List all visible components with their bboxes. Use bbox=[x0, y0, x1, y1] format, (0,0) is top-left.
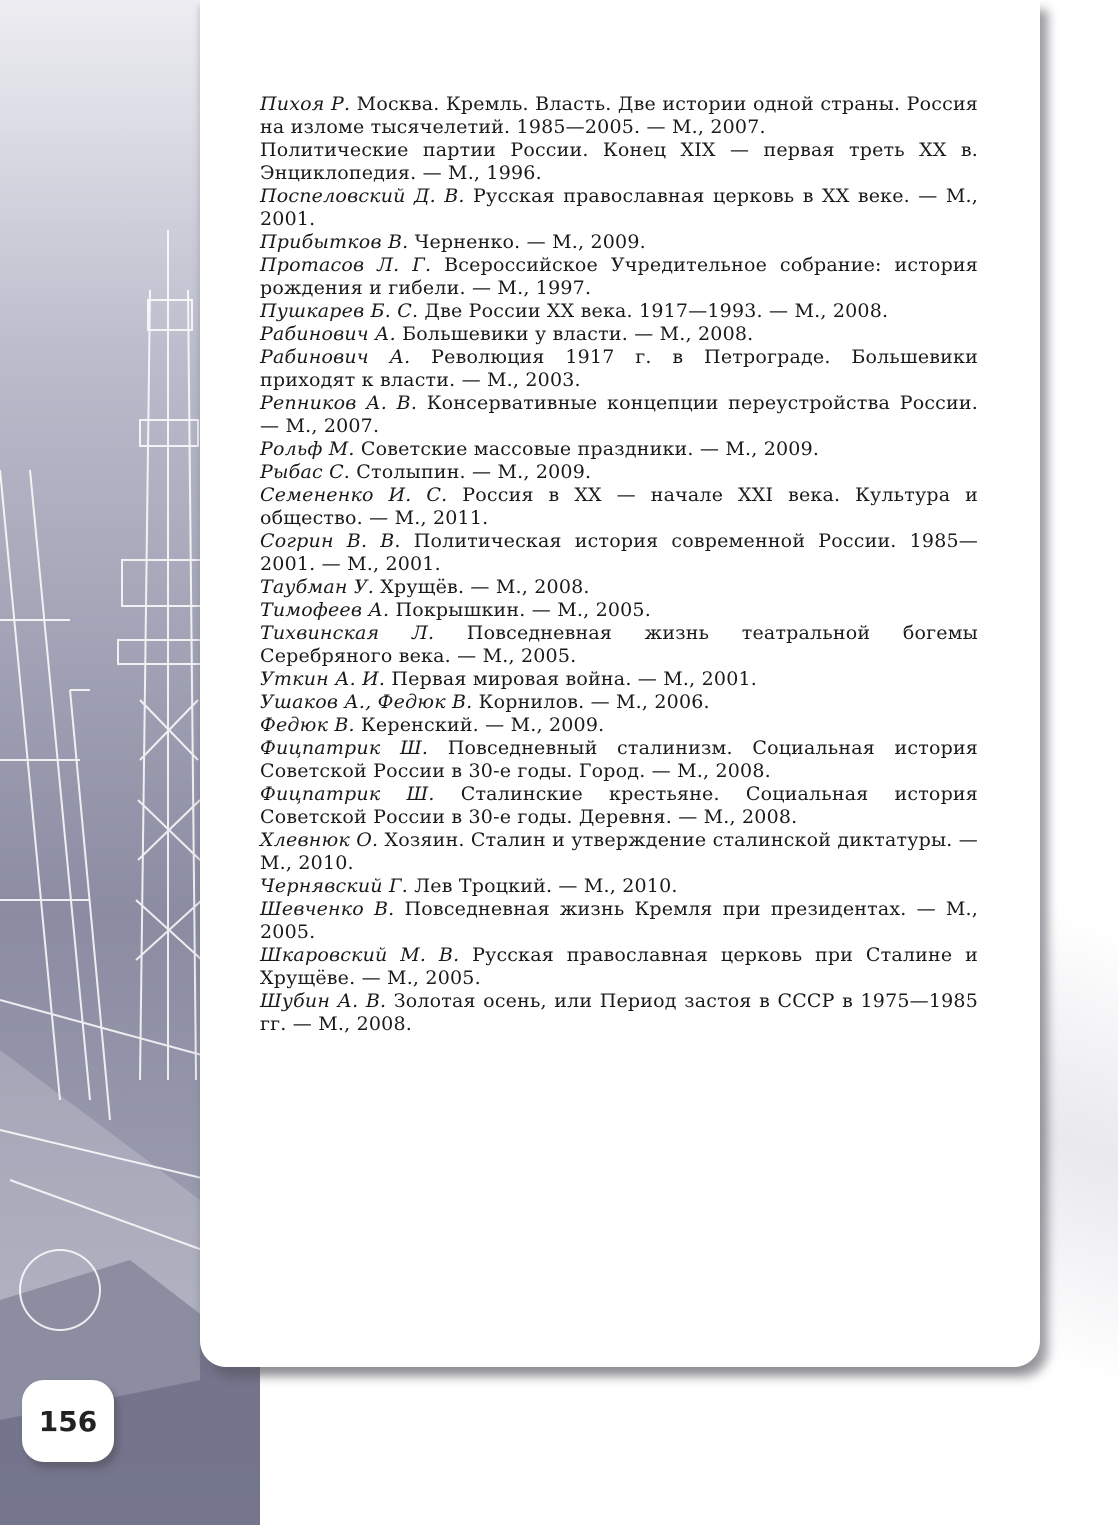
bibliography-entry bbox=[260, 691, 978, 714]
entry-text: Консервативные концепции переустройства России. — М., 2007. bbox=[260, 392, 978, 437]
bibliography-entry bbox=[260, 392, 978, 438]
bibliography-entry bbox=[260, 783, 978, 829]
entry-text: Корнилов. — М., 2006. bbox=[472, 691, 710, 713]
entry-author: Рабинович А. bbox=[260, 346, 411, 368]
entry-author: Уткин А. И. bbox=[260, 668, 386, 690]
bibliography-entry bbox=[260, 875, 978, 898]
entry-text: Всероссийское Учредительное собрание: история рождения и гибели. — М., 1997. bbox=[260, 254, 978, 299]
entry-text: Керенский. — М., 2009. bbox=[354, 714, 605, 736]
entry-text: Русская православная церковь в XX веке. — М., 2001. bbox=[260, 185, 978, 230]
page-number-badge bbox=[22, 1380, 114, 1462]
entry-text: Хрущёв. — М., 2008. bbox=[374, 576, 590, 598]
entry-text: Золотая осень, или Период застоя в СССР в 1975—1985 гг. — М., 2008. bbox=[260, 990, 978, 1035]
entry-author: Шубин А. В. bbox=[260, 990, 387, 1012]
entry-text: Повседневная жизнь Кремля при президентах. — М., 2005. bbox=[260, 898, 979, 943]
entry-author: Фицпатрик Ш. bbox=[260, 783, 435, 805]
entry-text: Первая мировая война. — М., 2001. bbox=[385, 668, 758, 690]
entry-text: Повседневный сталинизм. Социальная история Советской России в 30-е годы. Город. — М., 2008. bbox=[260, 737, 978, 782]
bibliography-entry bbox=[260, 346, 978, 392]
bibliography-entry bbox=[260, 185, 978, 231]
entry-text: Советские массовые праздники. — М., 2009. bbox=[354, 438, 820, 460]
entry-author: Рабинович А. bbox=[260, 323, 396, 345]
entry-author: Шкаровский М. В. bbox=[260, 944, 460, 966]
bibliography-entry bbox=[260, 461, 978, 484]
entry-text: Покрышкин. — М., 2005. bbox=[389, 599, 651, 621]
entry-author: Семененко И. С. bbox=[260, 484, 448, 506]
entry-author: Рыбас С. bbox=[260, 461, 351, 483]
entry-text: Большевики у власти. — М., 2008. bbox=[395, 323, 754, 345]
bibliography-entry bbox=[260, 254, 978, 300]
entry-author: Репников А. В. bbox=[260, 392, 418, 414]
entry-text: Столыпин. — М., 2009. bbox=[350, 461, 592, 483]
entry-text: Революция 1917 г. в Петрограде. Большевики приходят к власти. — М., 2003. bbox=[260, 346, 978, 391]
entry-text: Две России XX века. 1917—1993. — М., 2008. bbox=[418, 300, 889, 322]
entry-text: Москва. Кремль. Власть. Две истории одной страны. Россия на изломе тысячелетий. 1985—2005. — М., 2007. bbox=[260, 93, 978, 138]
entry-author: Шевченко В. bbox=[260, 898, 395, 920]
entry-author: Прибытков В. bbox=[260, 231, 409, 253]
entry-text: Повседневная жизнь театральной богемы Серебряного века. — М., 2005. bbox=[260, 622, 978, 667]
bibliography-entry bbox=[260, 599, 978, 622]
entry-author: Пихоя Р. bbox=[260, 93, 351, 115]
entry-author: Согрин В. В. bbox=[260, 530, 401, 552]
bibliography-entry bbox=[260, 530, 978, 576]
entry-author: Тихвинская Л. bbox=[260, 622, 435, 644]
bibliography-entry bbox=[260, 737, 978, 783]
bibliography-list bbox=[260, 93, 978, 1036]
entry-text: Хозяин. Сталин и утверждение сталинской диктатуры. — М., 2010. bbox=[260, 829, 978, 874]
entry-text: Русская православная церковь при Сталине и Хрущёве. — М., 2005. bbox=[260, 944, 978, 989]
entry-author: Поспеловский Д. В. bbox=[260, 185, 465, 207]
entry-text: Сталинские крестьяне. Социальная история Советской России в 30-е годы. Деревня. — М., 2008. bbox=[260, 783, 978, 828]
entry-text: Черненко. — М., 2009. bbox=[408, 231, 646, 253]
bibliography-entry bbox=[260, 714, 978, 737]
entry-author: Федюк В. bbox=[260, 714, 355, 736]
bibliography-entry bbox=[260, 438, 978, 461]
bibliography-entry bbox=[260, 622, 978, 668]
bibliography-entry bbox=[260, 484, 978, 530]
entry-author: Чернявский Г. bbox=[260, 875, 408, 897]
bibliography-entry bbox=[260, 231, 978, 254]
entry-author: Таубман У. bbox=[260, 576, 375, 598]
entry-author: Тимофеев А. bbox=[260, 599, 390, 621]
entry-text: Россия в XX — начале XXI века. Культура и общество. — М., 2011. bbox=[260, 484, 978, 529]
bibliography-entry bbox=[260, 668, 978, 691]
entry-author: Пушкарев Б. С. bbox=[260, 300, 419, 322]
bibliography-entry bbox=[260, 829, 978, 875]
bibliography-entry bbox=[260, 139, 978, 185]
bibliography-entry bbox=[260, 300, 978, 323]
entry-text: Лев Троцкий. — М., 2010. bbox=[407, 875, 678, 897]
entry-author: Фицпатрик Ш. bbox=[260, 737, 429, 759]
entry-text: Политическая история современной России. 1985—2001. — М., 2001. bbox=[260, 530, 978, 575]
entry-author: Рольф М. bbox=[260, 438, 355, 460]
bibliography-entry bbox=[260, 990, 978, 1036]
entry-author: Протасов Л. Г. bbox=[260, 254, 432, 276]
bibliography-entry bbox=[260, 576, 978, 599]
entry-author: Хлевнюк О. bbox=[260, 829, 379, 851]
page-number: 156 bbox=[38, 1404, 98, 1438]
bibliography-entry bbox=[260, 898, 978, 944]
entry-author: Ушаков А., Федюк В. bbox=[260, 691, 473, 713]
bibliography-entry bbox=[260, 93, 978, 139]
entry-text: Политические партии России. Конец XIX — первая треть XX в. Энциклопедия. — М., 1996. bbox=[260, 139, 978, 184]
bibliography-entry bbox=[260, 323, 978, 346]
bibliography-entry bbox=[260, 944, 978, 990]
